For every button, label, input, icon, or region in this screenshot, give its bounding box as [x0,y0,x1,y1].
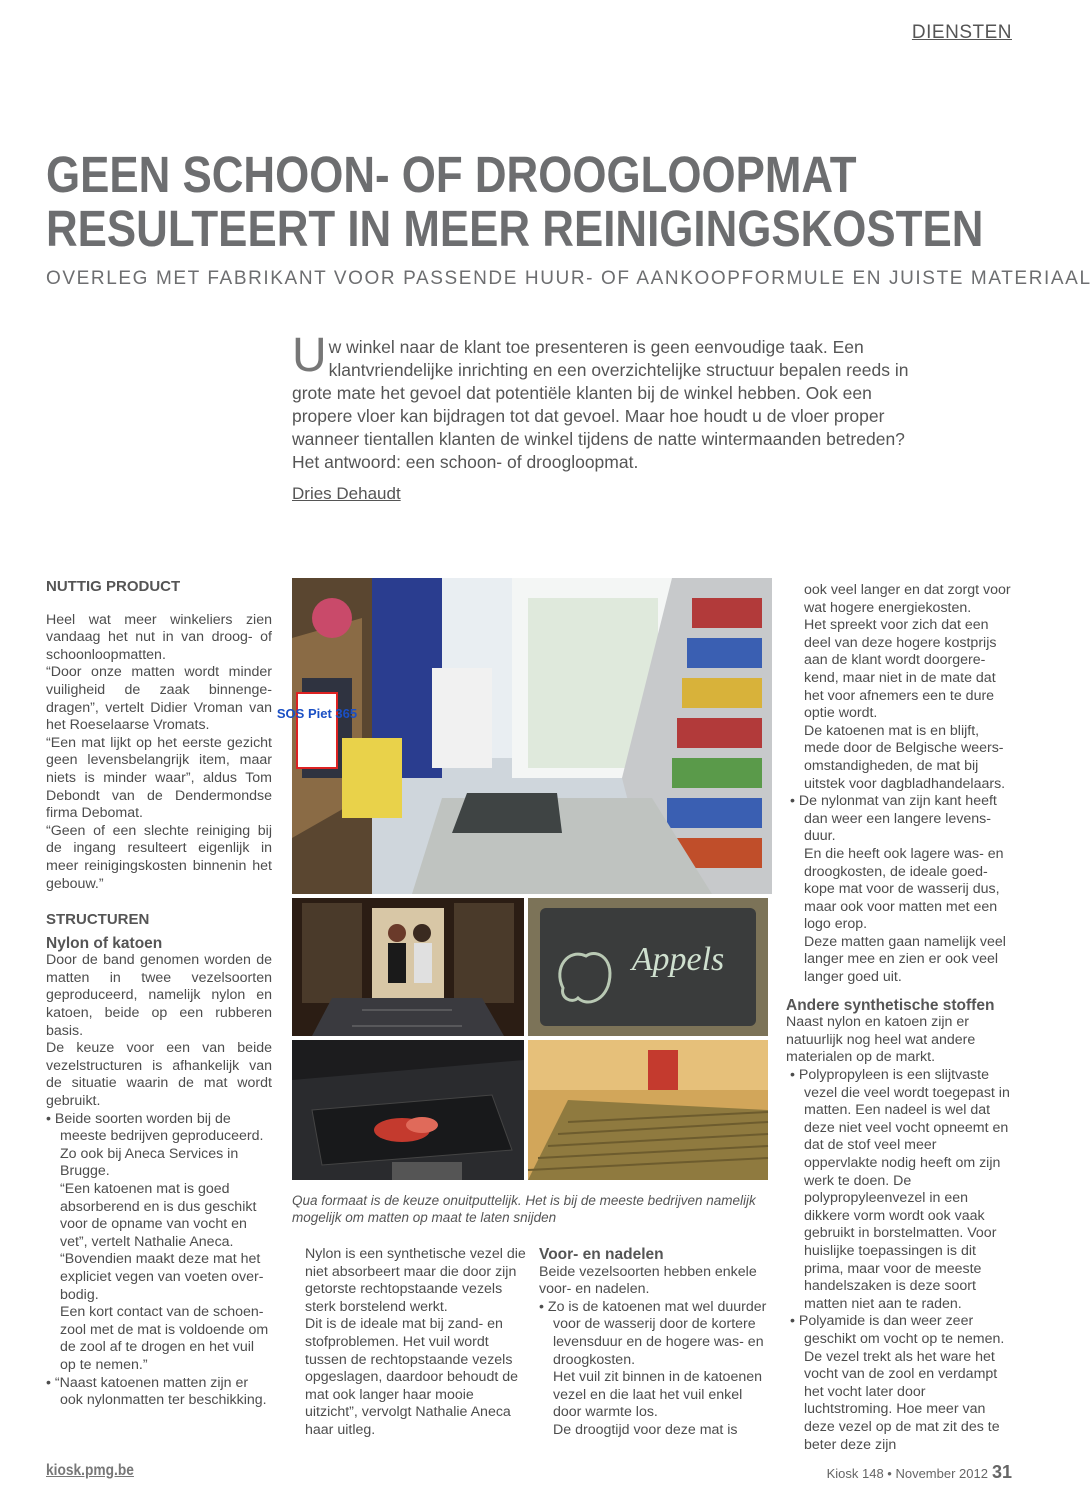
footer-site-link[interactable]: kiosk.pmg.be [46,1462,134,1479]
red-logo-mat-photo [292,1040,524,1180]
drop-cap: U [292,329,327,382]
subheadline: OVERLEG MET FABRIKANT VOOR PASSENDE HUUR- OF AANKOOPFORMULE EN JUISTE MATERIAAL [46,268,1092,289]
intro-paragraph [292,329,932,474]
author-byline: Dries Dehaudt [292,484,401,503]
appels-logo-text: Appels [631,941,725,978]
bullet-item: • Zo is de katoenen mat wel duurder voor de wasserij door de kortere levensduur en de hogere was- en droogkosten. [539,1298,767,1368]
bullet-item: • “Naast katoenen matten zijn er ook nylonmatten ter beschikking. [46,1374,267,1409]
paragraph: En die heeft ook lagere was- en droogkosten, de ideale goed-kope mat voor de wasserij dus, maar ook voor matten met een logo erop. [804,845,1004,933]
column-4 [786,582,1012,1454]
column-2 [305,1246,527,1440]
headline [46,146,984,257]
paragraph: “Door onze matten wordt minder vuiligheid de zaak binnenge-dragen”, vertelt Didier Vroman van het Roeselaarse Vromats. [46,664,272,734]
subheading-voor-nadelen: Voor- en nadelen [539,1246,664,1263]
section-tag: DIENSTEN [911,22,1012,43]
subheading-nylon-katoen: Nylon of katoen [46,934,163,952]
paragraph: Een kort contact van de schoen-zool met de mat is voldoende om de zool af te drogen en het vuil op te nemen.” [60,1304,269,1373]
paragraph: De droogtijd voor deze mat is [553,1421,738,1438]
column-3 [539,1246,768,1440]
paragraph: Nylon is een synthetische vezel die niet absorbeert maar die door zijn getorste rechtopstaande vezels sterk borstelend werkt. [305,1246,526,1315]
bullet-item: • Polyamide is dan weer zeer geschikt om vocht op te nemen. De vezel trekt als het ware het vocht van de zool en verdampt het vocht later door luchtstroming. Hoe meer van deze vezel op de mat zit des te beter deze zijn [790,1313,1005,1453]
paragraph: ook veel langer en dat zorgt voor wat hogere energiekosten. [804,582,1011,616]
section-heading-structuren: STRUCTUREN [46,911,150,929]
paragraph: Naast nylon en katoen zijn er natuurlijk nog heel wat andere materialen op de markt. [786,1014,976,1066]
headline-line-1: GEEN SCHOON- OF DROOGLOOPMAT [46,146,857,203]
paragraph: Door de band genomen worden de matten in twee vezelsoorten geproduceerd, namelijk nylon en katoen, beide op een rubberen basis. [46,952,272,1039]
logo-mat-photo [528,898,768,1036]
paragraph: “Een katoenen mat is goed absorberend en is dus geschikt voor de opname van vocht en vet”, vertelt Nathalie Aneca. [60,1181,257,1250]
paragraph: Deze matten gaan namelijk veel langer mee en zien er ook veel langer goed uit. [804,933,1006,986]
paragraph: Het spreekt voor zich dat een deel van deze hogere kostprijs aan de klant wordt doorgere-kend, maar niet in de mate dat het voor afnemers een te dure optie wordt. [804,617,997,722]
section-heading-nuttig: NUTTIG PRODUCT [46,578,181,595]
bullet-item: • Beide soorten worden bij de meeste bedrijven geproduceerd. Zo ook bij Aneca Services in Brugge. [46,1110,264,1180]
paragraph: “Bovendien maakt deze mat het expliciet vegen van voeten over-bodig. [60,1251,264,1303]
paragraph: Dit is de ideale mat bij zand- en stofproblemen. Het vuil wordt tussen de rechtopstaande vezels opgeslagen, daardoor behoudt de mat ook langer haar mooie uitzicht”, vervolgt Nathalie Aneca haar uitleg. [305,1316,518,1438]
page-number: 31 [991,1462,1012,1482]
paragraph: De keuze voor een van beide vezelstructuren is afhankelijk van de situatie waarin de mat wordt gebruikt. [46,1040,272,1110]
issue-label: Kiosk 148 • November 2012 [826,1466,988,1481]
paragraph: De katoenen mat is en blijft, mede door de Belgische weers-omstandigheden, de mat bij uitstek voor dagbladhandelaars. [804,722,1006,792]
column-1 [46,578,272,1410]
bullet-item: • De nylonmat van zijn kant heeft dan weer een langere levens-duur. [790,793,997,845]
intro-text: w winkel naar de klant toe presenteren is geen eenvoudige taak. Een klantvriendelijke inrichting en een overzichtelijke structuur bepalen reeds in grote mate het gevoel dat potentiële klanten bij de winkel hebben. Ook een propere vloer kan bijdragen tot dat gevoel. Maar hoe houdt u de vloer proper wanneer tientallen klanten de winkel tijdens de natte wintermaanden betreden? Het antwoord: een schoon- of droogloopmat. [292,337,909,472]
shop-interior-photo [276,578,772,894]
subheading-andere-stoffen: Andere synthetische stoffen [786,996,995,1014]
paragraph: Het vuil zit binnen in de katoenen vezel en die laat het vuil enkel door warmte los. [553,1369,763,1421]
paragraph: Beide vezelsoorten hebben enkele voor- en nadelen. [539,1263,757,1298]
entrance-mat-photo [292,898,524,1036]
bullet-item: • Polypropyleen is een slijtvaste vezel die veel wordt toegepast in matten. Een nadeel is wel dat deze niet veel vocht opneemt en dat de stof veel meer oppervlakte nodig heeft om zijn werk te doen. De polypropyleenvezel in een dikkere vorm wordt ook vaak gebruikt in borstelmatten. Voor huislijke toepassingen is dit prima, maar voor de meeste handelszaken is deze soort matten niet aan te raden. [790,1067,1010,1312]
paragraph: Heel wat meer winkeliers zien vandaag het nut in van droog- of schoonloopmatten. [46,611,272,663]
ribbed-mat-photo [528,1040,768,1180]
paragraph: “Een mat lijkt op het eerste gezicht geen levensbelangrijk item, maar niets is minder waar”, aldus Tom Debondt van de Dendermondse firma Debomat. [46,734,272,822]
sos-piet-sign: SOS Piet 365 [276,706,358,721]
paragraph: “Geen of een slechte reiniging bij de ingang resulteert eigenlijk in meer reinigingskosten binnenin het gebouw.” [46,822,272,892]
footer-issue [827,1462,1012,1483]
headline-line-2: RESULTEERT IN MEER REINIGINGSKOSTEN [46,200,984,257]
photo-caption: Qua formaat is de keuze onuitputtelijk. Het is bij de meeste bedrijven namelijk mogelijk om matten op maat te laten snijden [292,1193,756,1225]
